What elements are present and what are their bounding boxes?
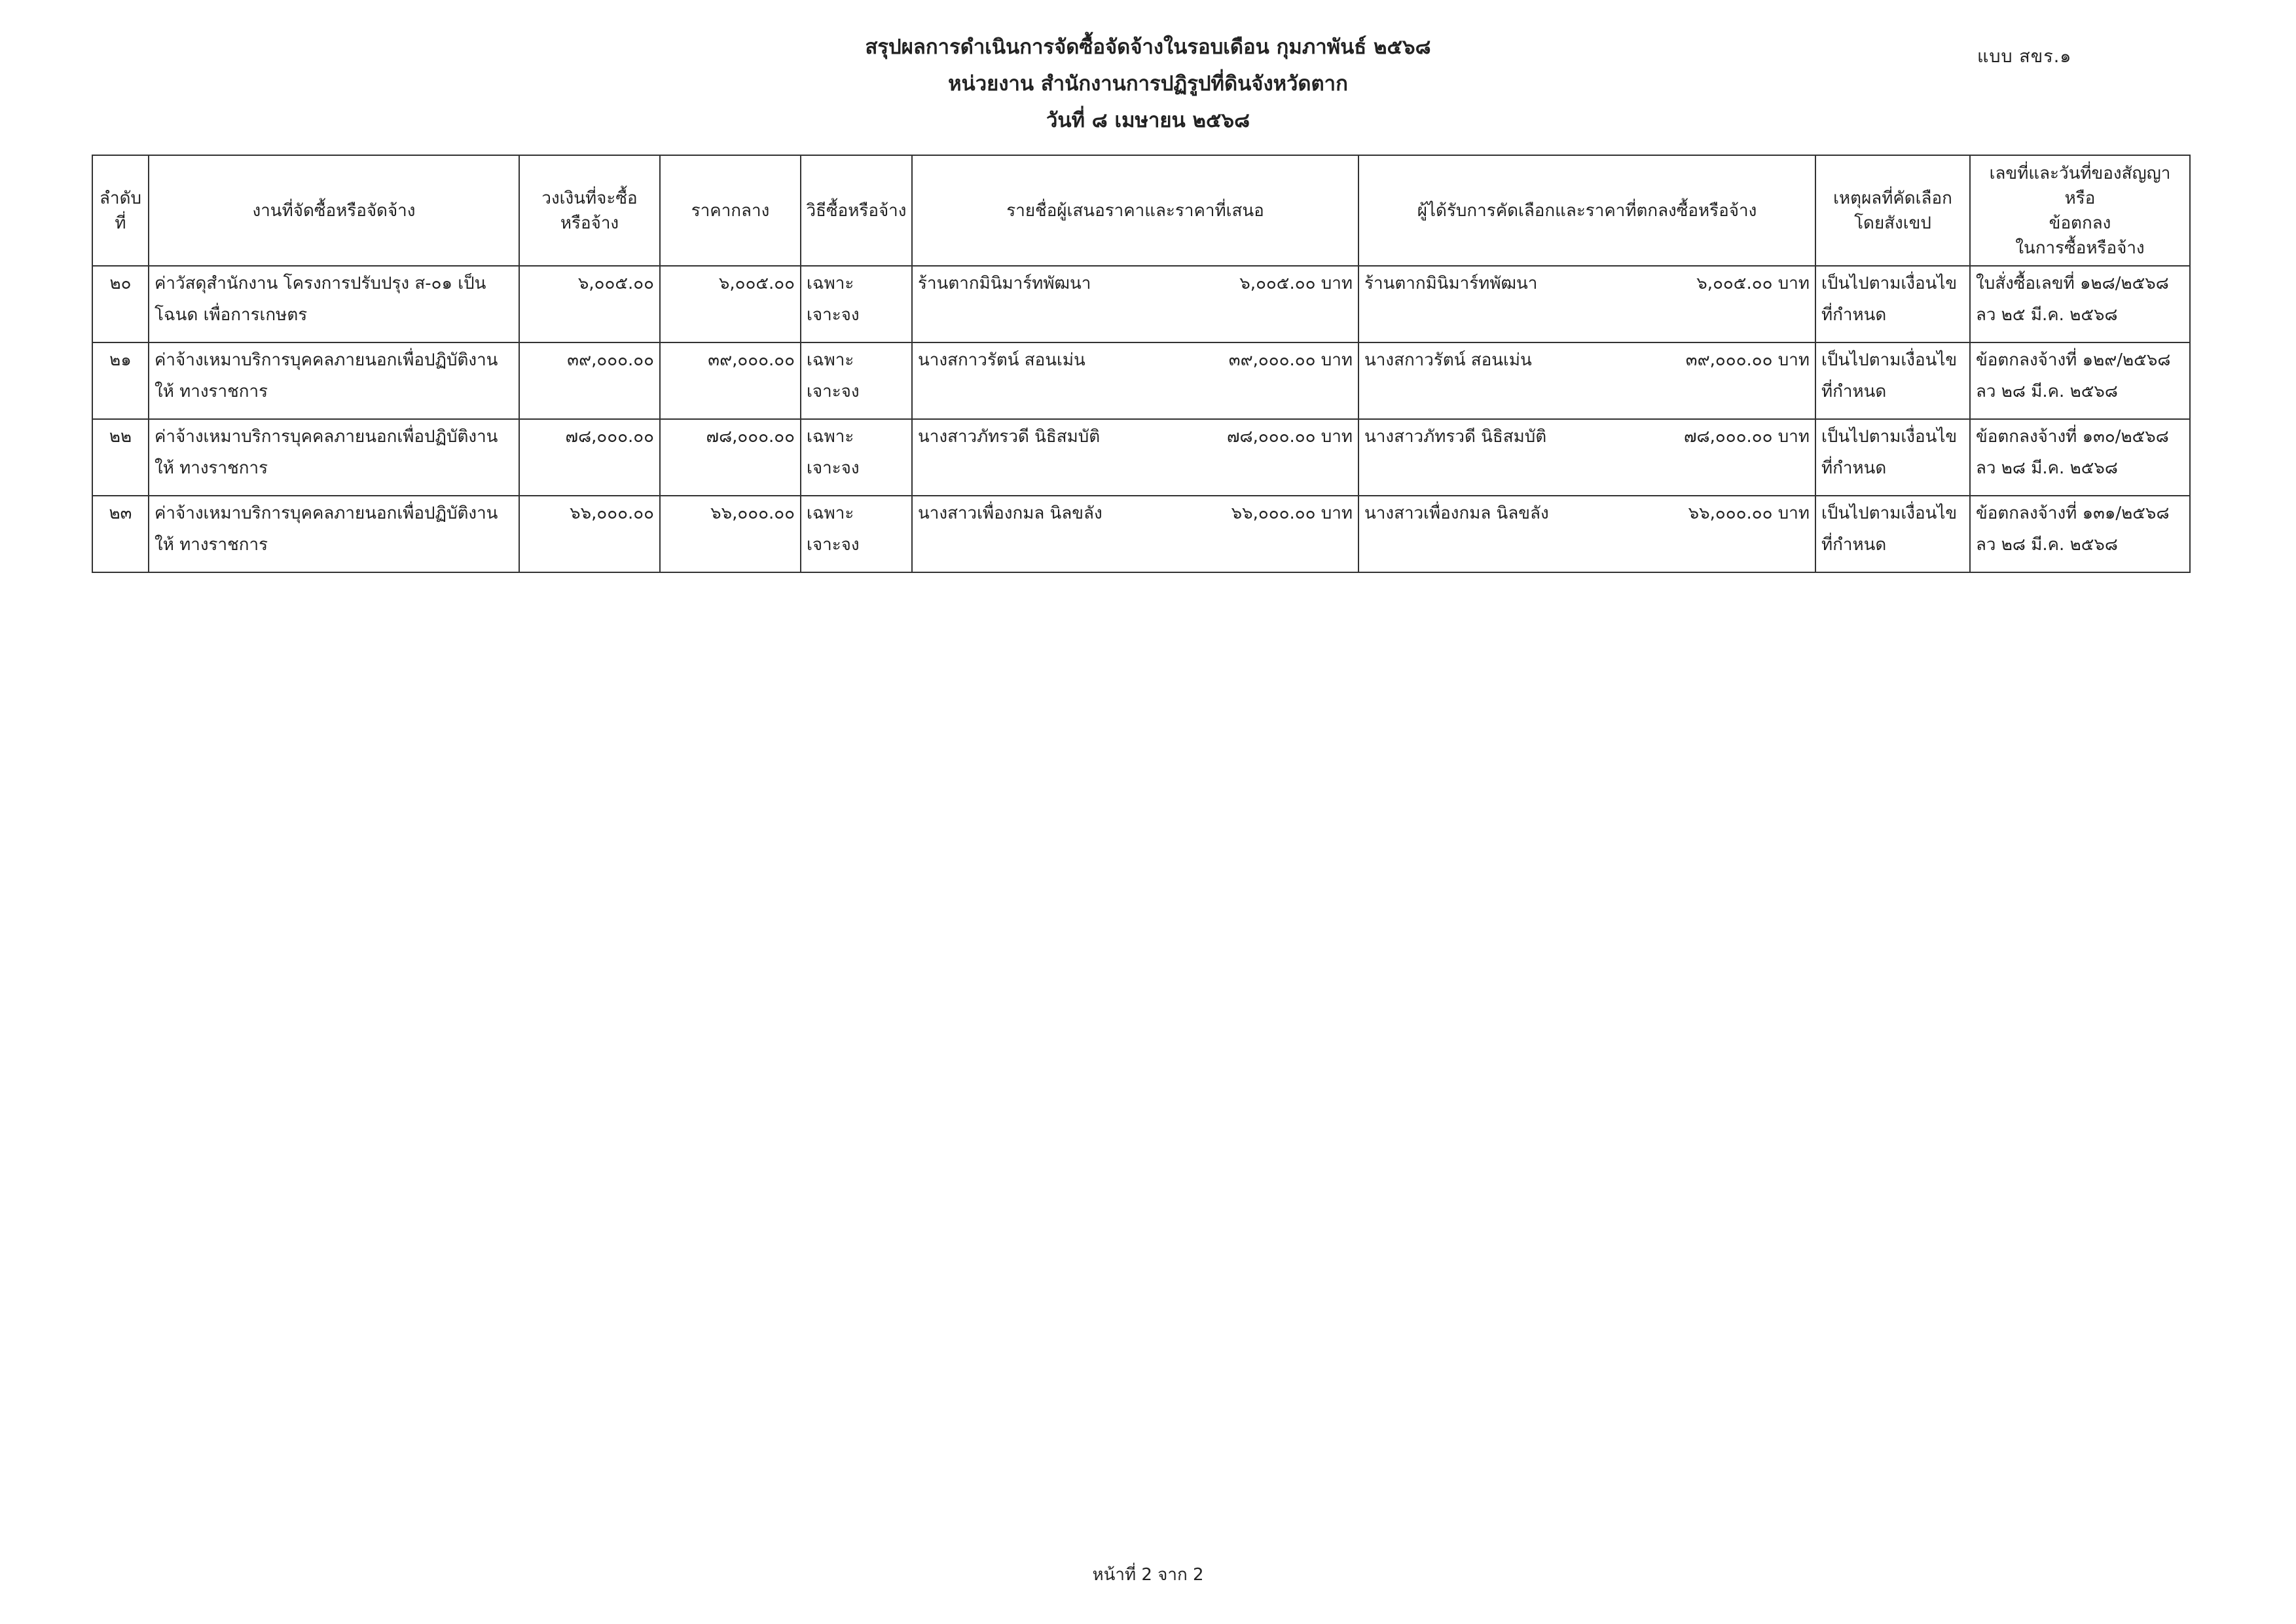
row-reason: เป็นไปตามเงื่อนไข ที่กำหนด xyxy=(1815,266,1970,342)
row-budget: ๖,๐๐๕.๐๐ xyxy=(519,266,660,342)
row-number: ๒๓ xyxy=(92,496,149,572)
column-header-winner: ผู้ได้รับการคัดเลือกและราคาที่ตกลงซื้อหรือจ้าง xyxy=(1358,155,1815,266)
table-row xyxy=(92,266,2190,342)
row-item: ค่าวัสดุสำนักงาน โครงการปรับปรุง ส-๐๑ เป็นโฉนด เพื่อการเกษตร xyxy=(149,266,519,342)
row-budget: ๗๘,๐๐๐.๐๐ xyxy=(519,419,660,496)
table-row xyxy=(92,342,2190,419)
bid-price: ๖,๐๐๕.๐๐ บาท xyxy=(1239,274,1353,293)
row-number: ๒๑ xyxy=(92,342,149,419)
winner-price: ๗๘,๐๐๐.๐๐ บาท xyxy=(1684,427,1810,447)
row-bidder-cell xyxy=(912,496,1358,572)
row-bidder-cell xyxy=(912,342,1358,419)
winner-price: ๓๙,๐๐๐.๐๐ บาท xyxy=(1685,350,1810,370)
row-bidder-cell xyxy=(912,266,1358,342)
bidder-name: นางสกาวรัตน์ สอนเม่น xyxy=(918,350,1085,370)
row-method: เฉพาะเจาะจง xyxy=(801,342,912,419)
column-header-item: งานที่จัดซื้อหรือจัดจ้าง xyxy=(149,155,519,266)
row-reason: เป็นไปตามเงื่อนไข ที่กำหนด xyxy=(1815,496,1970,572)
bidder-name: ร้านตากมินิมาร์ทพัฒนา xyxy=(918,274,1091,293)
row-budget: ๖๖,๐๐๐.๐๐ xyxy=(519,496,660,572)
bid-price: ๓๙,๐๐๐.๐๐ บาท xyxy=(1228,350,1353,370)
winner-name: นางสาวเพื่องกมล นิลขลัง xyxy=(1364,504,1549,523)
row-winner-cell xyxy=(1358,419,1815,496)
winner-name: นางสาวภัทรวดี นิธิสมบัติ xyxy=(1364,427,1547,447)
row-median-price: ๓๙,๐๐๐.๐๐ xyxy=(660,342,801,419)
row-winner-cell xyxy=(1358,496,1815,572)
procurement-table xyxy=(92,155,2191,573)
row-budget: ๓๙,๐๐๐.๐๐ xyxy=(519,342,660,419)
column-header-bidders: รายชื่อผู้เสนอราคาและราคาที่เสนอ xyxy=(912,155,1358,266)
row-method: เฉพาะเจาะจง xyxy=(801,266,912,342)
table-row xyxy=(92,419,2190,496)
document-header xyxy=(0,29,2296,139)
date-line: วันที่ ๘ เมษายน ๒๕๖๘ xyxy=(1046,109,1250,132)
row-number: ๒๒ xyxy=(92,419,149,496)
column-header-contract: เลขที่และวันที่ของสัญญาหรือ ข้อตกลง ในการซื้อหรือจ้าง xyxy=(1970,155,2190,266)
row-reason: เป็นไปตามเงื่อนไข ที่กำหนด xyxy=(1815,419,1970,496)
row-bidder-cell xyxy=(912,419,1358,496)
row-contract: ข้อตกลงจ้างที่ ๑๓๐/๒๕๖๘ ลว ๒๘ มี.ค. ๒๕๖๘ xyxy=(1970,419,2190,496)
row-item: ค่าจ้างเหมาบริการบุคคลภายนอกเพื่อปฏิบัติงานให้ ทางราชการ xyxy=(149,342,519,419)
page-number: หน้าที่ 2 จาก 2 xyxy=(1092,1565,1204,1585)
row-median-price: ๖๖,๐๐๐.๐๐ xyxy=(660,496,801,572)
column-header-no: ลำดับ ที่ xyxy=(92,155,149,266)
row-reason: เป็นไปตามเงื่อนไข ที่กำหนด xyxy=(1815,342,1970,419)
row-median-price: ๖,๐๐๕.๐๐ xyxy=(660,266,801,342)
form-code: แบบ สขร.๑ xyxy=(1977,46,2072,67)
bid-price: ๗๘,๐๐๐.๐๐ บาท xyxy=(1227,427,1353,447)
column-header-method: วิธีซื้อหรือจ้าง xyxy=(801,155,912,266)
row-item: ค่าจ้างเหมาบริการบุคคลภายนอกเพื่อปฏิบัติงานให้ ทางราชการ xyxy=(149,496,519,572)
row-method: เฉพาะเจาะจง xyxy=(801,419,912,496)
table-row xyxy=(92,496,2190,572)
column-header-budget: วงเงินที่จะซื้อ หรือจ้าง xyxy=(519,155,660,266)
row-median-price: ๗๘,๐๐๐.๐๐ xyxy=(660,419,801,496)
row-contract: ใบสั่งซื้อเลขที่ ๑๒๘/๒๕๖๘ ลว ๒๕ มี.ค. ๒๕๖๘ xyxy=(1970,266,2190,342)
winner-price: ๖,๐๐๕.๐๐ บาท xyxy=(1696,274,1810,293)
column-header-reason: เหตุผลที่คัดเลือก โดยสังเขป xyxy=(1815,155,1970,266)
winner-name: นางสกาวรัตน์ สอนเม่น xyxy=(1364,350,1532,370)
row-method: เฉพาะเจาะจง xyxy=(801,496,912,572)
winner-price: ๖๖,๐๐๐.๐๐ บาท xyxy=(1688,504,1810,523)
row-number: ๒๐ xyxy=(92,266,149,342)
column-header-median-price: ราคากลาง xyxy=(660,155,801,266)
bidder-name: นางสาวเพื่องกมล นิลขลัง xyxy=(918,504,1102,523)
bidder-name: นางสาวภัทรวดี นิธิสมบัติ xyxy=(918,427,1101,447)
row-contract: ข้อตกลงจ้างที่ ๑๒๙/๒๕๖๘ ลว ๒๘ มี.ค. ๒๕๖๘ xyxy=(1970,342,2190,419)
agency-line: หน่วยงาน สำนักงานการปฏิรูปที่ดินจังหวัดตาก xyxy=(948,72,1348,96)
row-winner-cell xyxy=(1358,342,1815,419)
document-title: สรุปผลการดำเนินการจัดซื้อจัดจ้างในรอบเดือน กุมภาพันธ์ ๒๕๖๘ xyxy=(865,35,1431,59)
table-header-row xyxy=(92,155,2190,266)
row-contract: ข้อตกลงจ้างที่ ๑๓๑/๒๕๖๘ ลว ๒๘ มี.ค. ๒๕๖๘ xyxy=(1970,496,2190,572)
table-body xyxy=(92,266,2190,572)
row-item: ค่าจ้างเหมาบริการบุคคลภายนอกเพื่อปฏิบัติงานให้ ทางราชการ xyxy=(149,419,519,496)
winner-name: ร้านตากมินิมาร์ทพัฒนา xyxy=(1364,274,1538,293)
bid-price: ๖๖,๐๐๐.๐๐ บาท xyxy=(1231,504,1353,523)
row-winner-cell xyxy=(1358,266,1815,342)
